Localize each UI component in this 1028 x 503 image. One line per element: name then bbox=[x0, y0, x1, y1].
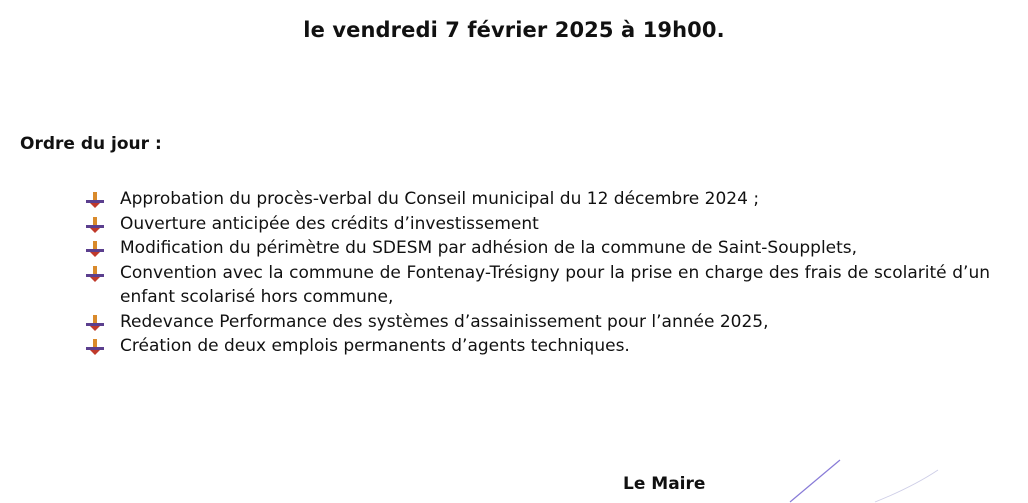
agenda-item-text: Ouverture anticipée des crédits d’investissement bbox=[120, 213, 539, 234]
down-arrow-bullet-icon bbox=[86, 217, 104, 233]
agenda-item bbox=[86, 334, 990, 359]
down-arrow-bullet-icon bbox=[86, 266, 104, 282]
meeting-date-line: le vendredi 7 février 2025 à 19h00. bbox=[303, 18, 725, 42]
agenda-item bbox=[86, 187, 990, 212]
agenda-list bbox=[86, 187, 990, 359]
down-arrow-bullet-icon bbox=[86, 315, 104, 331]
agenda-item bbox=[86, 236, 990, 261]
signature-label: Le Maire bbox=[623, 474, 706, 494]
agenda-item bbox=[86, 261, 990, 310]
agenda-item-text: Convention avec la commune de Fontenay-Trésigny pour la prise en charge des frais de scolarité d’un enfant scolarisé hors commune, bbox=[120, 262, 990, 307]
agenda-item bbox=[86, 212, 990, 237]
agenda-item bbox=[86, 310, 990, 335]
agenda-item-text: Modification du périmètre du SDESM par adhésion de la commune de Saint-Soupplets, bbox=[120, 238, 858, 258]
agenda-item-text: Redevance Performance des systèmes d’assainissement pour l’année 2025, bbox=[120, 311, 769, 332]
down-arrow-bullet-icon bbox=[86, 192, 104, 208]
down-arrow-bullet-icon bbox=[86, 339, 104, 355]
down-arrow-bullet-icon bbox=[86, 241, 104, 257]
agenda-item-text: Création de deux emplois permanents d’agents techniques. bbox=[120, 336, 630, 356]
signature-stroke bbox=[780, 452, 940, 503]
agenda-heading: Ordre du jour : bbox=[20, 134, 162, 154]
agenda-item-text: Approbation du procès-verbal du Conseil municipal du 12 décembre 2024 ; bbox=[120, 189, 760, 209]
